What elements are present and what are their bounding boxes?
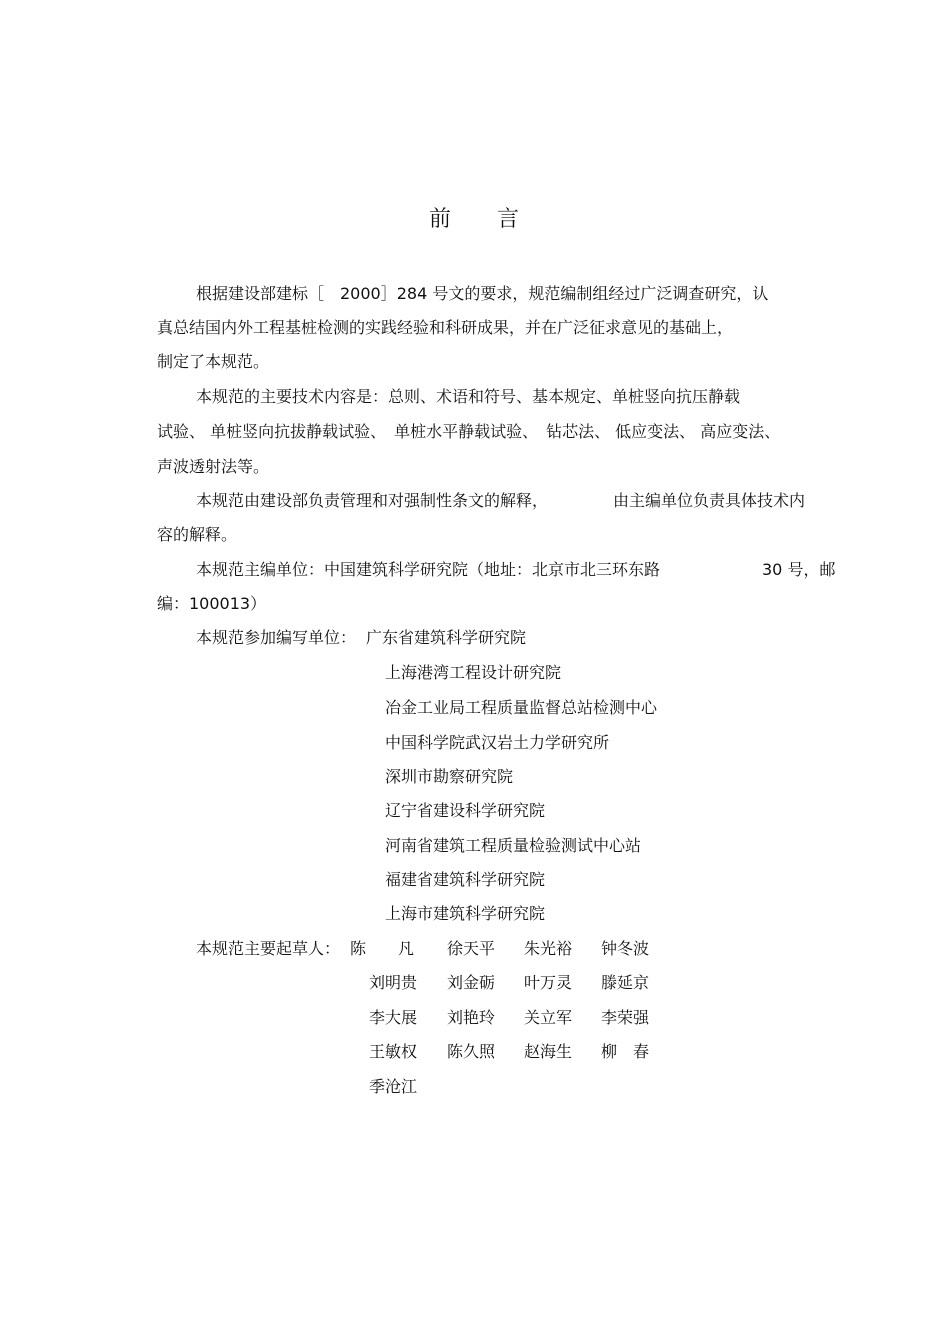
participant-unit: 辽宁省建设科学研究院 [385,801,546,820]
participant-unit: 冶金工业局工程质量监督总站检测中心 [385,698,658,717]
paragraph-3-line-1b: 由主编单位负责具体技术内 [613,491,806,510]
drafters-label: 本规范主要起草人： [196,939,341,958]
paragraph-1-line-2: 真总结国内外工程基桩检测的实践经验和科研成果，并在广泛征求意见的基础上， [157,318,734,337]
participant-unit: 河南省建筑工程质量检验测试中心站 [385,836,642,855]
drafter-name: 刘金砺 [447,973,496,992]
drafter-name: 季沧江 [369,1077,418,1096]
paragraph-4-line-1a: 本规范主编单位：中国建筑科学研究院（地址：北京市北三环东路 [196,560,661,579]
drafter-name: 柳 春 [601,1042,650,1061]
drafter-name: 陈久照 [447,1042,496,1061]
drafter-name: 关立军 [524,1008,573,1027]
drafter-name: 刘艳玲 [447,1008,496,1027]
participant-unit: 中国科学院武汉岩土力学研究所 [385,733,610,752]
drafter-name: 滕延京 [601,973,650,992]
paragraph-3-line-1a: 本规范由建设部负责管理和对强制性条文的解释， [196,491,549,510]
paragraph-2-line-2: 试验、 单桩竖向抗拔静载试验、 单桩水平静载试验、 钻芯法、 低应变法、 高应变法、 [157,422,781,441]
participant-unit: 福建省建筑科学研究院 [385,870,546,889]
paragraph-3-line-2: 容的解释。 [157,525,238,544]
participants-label: 本规范参加编写单位： [196,628,357,647]
drafter-name: 李荣强 [601,1008,650,1027]
paragraph-1-line-3: 制定了本规范。 [157,352,270,371]
paragraph-4-line-2: 编：100013） [157,594,267,613]
title-char-1: 前 [428,207,453,232]
drafter-name: 赵海生 [524,1042,573,1061]
paragraph-2-line-1: 本规范的主要技术内容是：总则、术语和符号、基本规定、单桩竖向抗压静载 [196,387,741,406]
participant-unit: 深圳市勘察研究院 [385,767,514,786]
drafter-name: 陈 凡 [350,939,415,958]
drafter-name: 朱光裕 [524,939,573,958]
drafter-name: 刘明贵 [369,973,418,992]
title-char-2: 言 [497,207,522,232]
participant-unit: 广东省建筑科学研究院 [366,628,527,647]
page-title [0,202,950,233]
participant-unit: 上海港湾工程设计研究院 [385,663,562,682]
paragraph-2-line-3: 声波透射法等。 [157,457,270,476]
drafter-name: 叶万灵 [524,973,573,992]
participant-unit: 上海市建筑科学研究院 [385,904,546,923]
paragraph-1-line-1: 根据建设部建标［ 2000］284 号文的要求，规范编制组经过广泛调查研究，认 [196,284,769,303]
drafter-name: 徐天平 [447,939,496,958]
drafter-name: 李大展 [369,1008,418,1027]
paragraph-4-line-1b: 30 号，邮 [762,560,836,579]
drafter-name: 钟冬波 [601,939,650,958]
drafter-name: 王敏权 [369,1042,418,1061]
